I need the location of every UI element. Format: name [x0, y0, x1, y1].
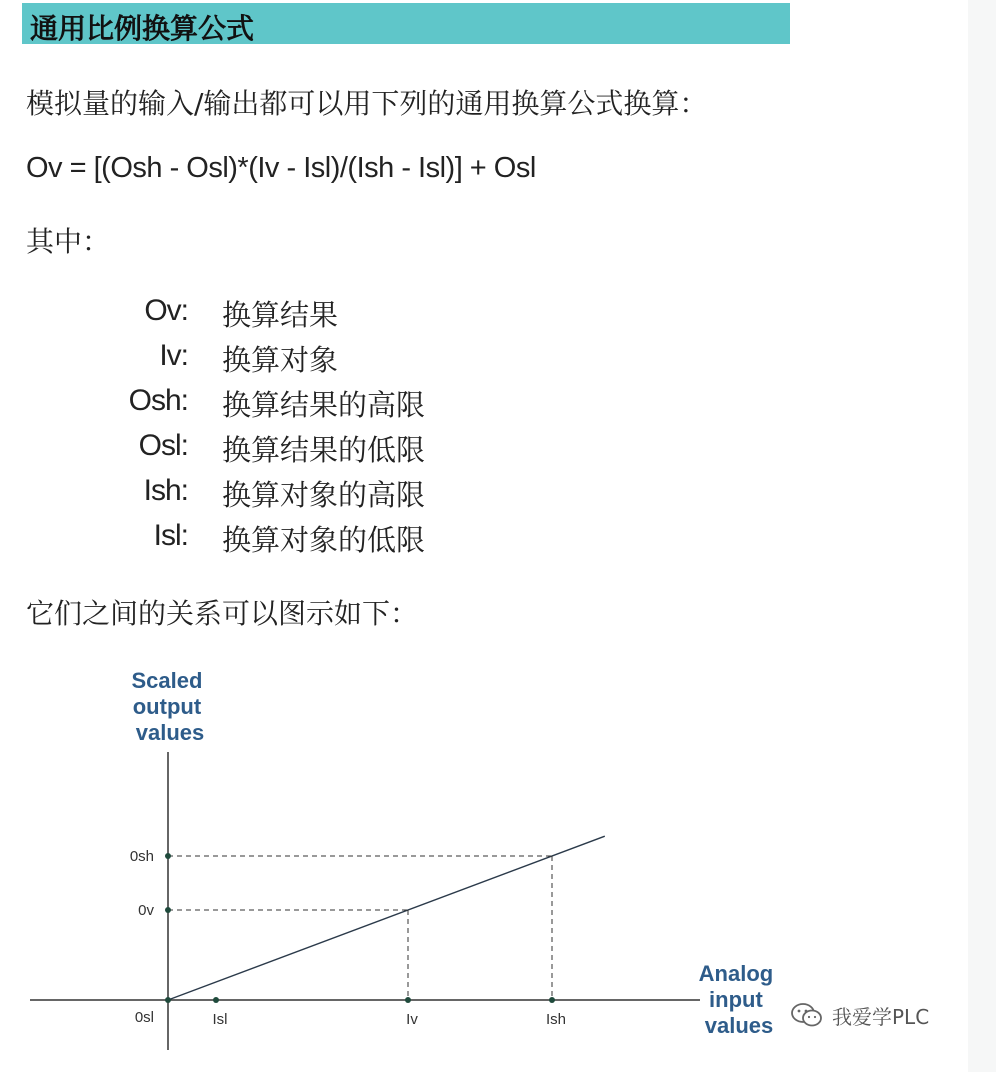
y-tick-label: 0sh [129, 848, 154, 865]
definition-row [0, 335, 600, 379]
definition-symbol: Osh: [128, 384, 188, 417]
definition-meaning: 换算对象的高限 [222, 478, 426, 512]
definition-meaning: 换算结果 [222, 298, 339, 332]
scaling-chart [0, 640, 774, 1060]
definition-row [0, 515, 600, 559]
scaling-line [168, 836, 605, 1000]
intro-text: 模拟量的输入/输出都可以用下列的通用换算公式换算： [26, 87, 708, 120]
y-axis-title-line: values [135, 720, 205, 745]
y-axis-title-line: Scaled [131, 668, 203, 693]
y-tick-label: 0v [138, 902, 154, 919]
definition-meaning: 换算对象 [222, 343, 339, 377]
definition-symbol: Iv: [159, 339, 188, 372]
definition-row [0, 425, 600, 469]
definition-row [0, 380, 600, 424]
x-axis-title-line: Analog [698, 961, 774, 986]
definition-meaning: 换算结果的高限 [222, 388, 426, 422]
x-tick-dot [405, 997, 411, 1003]
x-axis-title-line: input [709, 987, 763, 1012]
x-tick-label: Isl [212, 1011, 228, 1028]
title-bar [22, 3, 790, 44]
x-tick-label: Ish [545, 1011, 567, 1028]
y-axis-title [131, 668, 208, 745]
wechat-icon [790, 1002, 824, 1028]
page-title: 通用比例换算公式 [30, 12, 255, 45]
x-tick-dot [213, 997, 219, 1003]
definition-symbol: Osl: [138, 429, 188, 462]
watermark-text: 我爱学PLC [832, 1004, 930, 1029]
relation-text: 它们之间的关系可以图示如下： [26, 597, 419, 630]
definition-meaning: 换算对象的低限 [222, 523, 426, 557]
y-axis-title-line: output [132, 694, 202, 719]
y-tick-dot [165, 853, 171, 859]
where-label: 其中： [26, 225, 111, 258]
chart-marks [130, 836, 605, 1028]
x-axis-title [699, 961, 780, 1038]
definition-meaning: 换算结果的低限 [222, 433, 426, 467]
page-right-shade [968, 0, 996, 1072]
definition-symbol: Isl: [153, 519, 188, 552]
x-tick-dot [549, 997, 555, 1003]
watermark [790, 1000, 929, 1030]
definition-symbol: Ov: [144, 294, 188, 327]
x-tick-label: Iv [406, 1011, 418, 1028]
definition-row [0, 290, 600, 334]
origin-dot [165, 997, 171, 1003]
definition-symbol: Ish: [143, 474, 188, 507]
x-axis-title-line: values [704, 1013, 774, 1038]
y-tick-label: 0sl [134, 1009, 154, 1026]
definition-row [0, 470, 600, 514]
y-tick-dot [165, 907, 171, 913]
scaling-formula: Ov = [(Osh - Osl)*(Iv - Isl)/(Ish - Isl)] + Osl [26, 152, 536, 184]
